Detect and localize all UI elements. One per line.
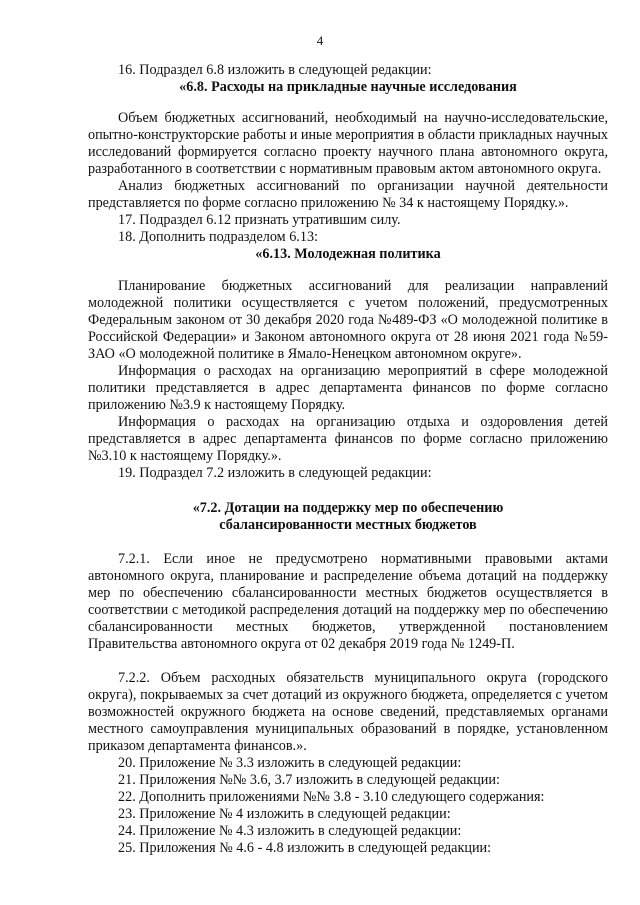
list-item: 20. Приложение № 3.3 изложить в следующей редакции:: [118, 755, 462, 771]
heading-7-2-line1: «7.2. Дотации на поддержку мер по обеспечению: [192, 500, 504, 516]
paragraph-6-13-3: Информация о расходах на организацию отдыха и оздоровления детей представляется в адрес департамента финансов по форме согласно приложению №3.10 к настоящему Порядку.».: [88, 414, 608, 464]
paragraph-7-2-2: 7.2.2. Объем расходных обязательств муниципального округа (городского округа), покрываемых за счет дотаций из окружного бюджета, определяется с учетом возможностей окружного бюджета на основе сведений, представляемых органами местного самоуправления муниципальных образований в порядке, установленном приказом департамента финансов.».: [88, 670, 608, 754]
list-item: 24. Приложение № 4.3 изложить в следующей редакции:: [118, 823, 462, 839]
section-6-13: [88, 278, 608, 482]
item-17: 17. Подраздел 6.12 признать утратившим силу.: [118, 212, 401, 228]
spacer: [88, 96, 608, 110]
item-18: 18. Дополнить подразделом 6.13:: [118, 229, 318, 245]
section-7-2-1: [88, 551, 608, 653]
paragraph-6-8-1: Объем бюджетных ассигнований, необходимый на научно-исследовательские, опытно-конструкторские работы и иные мероприятия в области прикладных научных исследований формируется согласно проекту научного плана автономного округа, разработанного в соответствии с нормативным правовым актом автономного округа.: [88, 110, 608, 177]
list-item: 22. Дополнить приложениями №№ 3.8 - 3.10 следующего содержания:: [118, 789, 545, 805]
heading-6-8: «6.8. Расходы на прикладные научные исследования: [179, 79, 517, 95]
item-19: 19. Подраздел 7.2 изложить в следующей редакции:: [118, 465, 432, 481]
page-number: 4: [316, 33, 324, 48]
item-16: 16. Подраздел 6.8 изложить в следующей редакции:: [118, 62, 432, 78]
heading-7-2: [88, 500, 608, 534]
section-7-2-2: [88, 670, 608, 755]
list-item: 23. Приложение № 4 изложить в следующей редакции:: [118, 806, 451, 822]
paragraph-6-8-2: Анализ бюджетных ассигнований по организации научной деятельности представляется по форме согласно приложению № 34 к настоящему Порядку.».: [88, 178, 608, 211]
items-list: [88, 755, 608, 857]
paragraph-7-2-1: 7.2.1. Если иное не предусмотрено нормативными правовыми актами автономного округа, планирование и распределение объема дотаций на поддержку мер по обеспечению сбалансированности местных бюджетов осуществляется в соответствии с методикой распределения дотаций на поддержку мер по обеспечению сбалансированности местных бюджетов, утвержденной постановлением Правительства автономного округа от 02 декабря 2019 года № 1249-П.: [88, 551, 608, 652]
heading-7-2-line2: сбалансированности местных бюджетов: [219, 517, 477, 533]
section-6-8: [88, 62, 608, 263]
list-item: 25. Приложения № 4.6 - 4.8 изложить в следующей редакции:: [118, 840, 492, 856]
heading-6-13: «6.13. Молодежная политика: [255, 246, 441, 262]
list-item: 21. Приложения №№ 3.6, 3.7 изложить в следующей редакции:: [118, 772, 500, 788]
paragraph-6-13-1: Планирование бюджетных ассигнований для реализации направлений молодежной политики осуществляется с учетом положений, предусмотренных Федеральным законом от 30 декабря 2020 года №489-ФЗ «О молодежной политике в Российской Федерации» и Законом автономного округа от 28 июня 2021 года №59-ЗАО «О молодежной политике в Ямало-Ненецком автономном округе».: [88, 278, 608, 362]
paragraph-6-13-2: Информация о расходах на организацию мероприятий в сфере молодежной политики представляется в адрес департамента финансов по форме согласно приложению №3.9 к настоящему Порядку.: [88, 363, 608, 413]
